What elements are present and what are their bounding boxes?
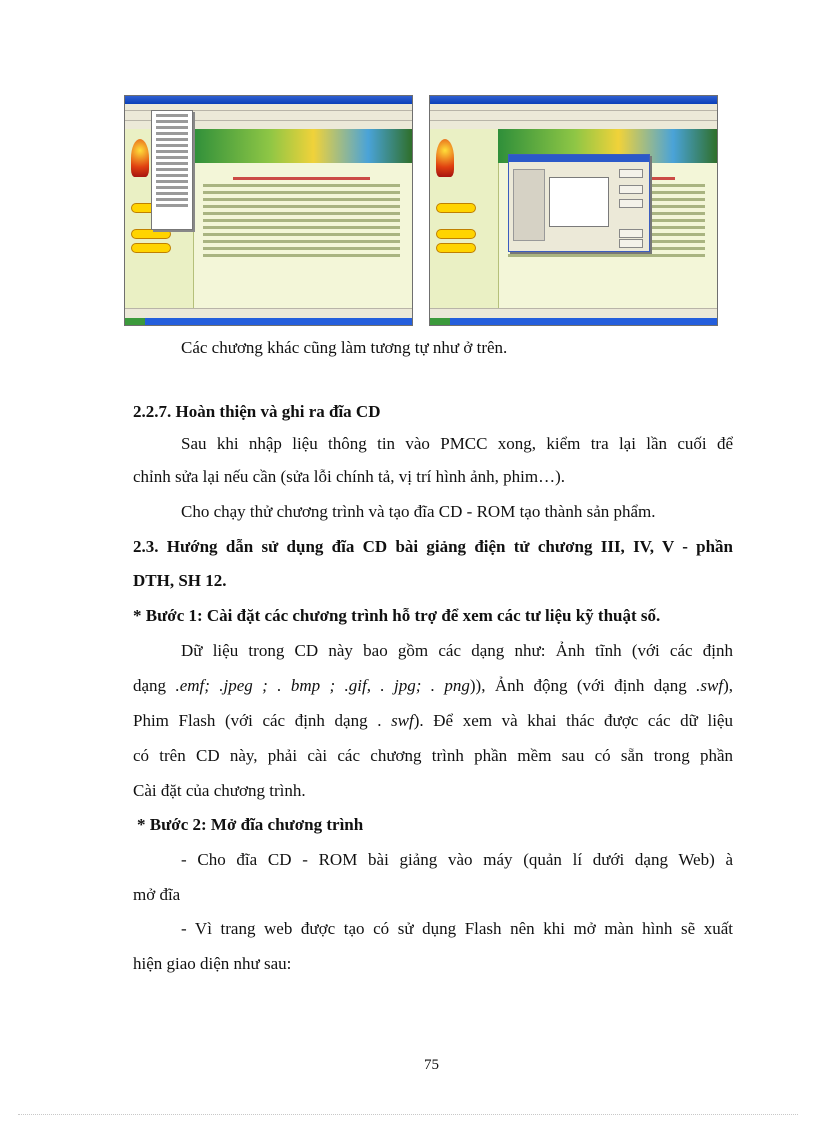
paragraph-insert-cd-line2: mở đĩa xyxy=(133,885,181,904)
paragraph-data-line4: có trên CD này, phải cài các chương trình phần mềm sau có sẵn trong phần xyxy=(133,746,733,765)
nav-button xyxy=(436,229,476,239)
paragraph-data-line5: Cài đặt của chương trình. xyxy=(133,781,306,800)
start-button-icon xyxy=(125,318,145,325)
heading-2-2-7: 2.2.7. Hoàn thiện và ghi ra đĩa CD xyxy=(133,402,381,421)
dialog-button xyxy=(619,169,643,178)
nav-button xyxy=(131,243,171,253)
taskbar xyxy=(125,318,412,325)
paragraph-data-line3: Phim Flash (với các định dạng . swf). Để xem và khai thác được các dữ liệu xyxy=(133,711,733,730)
status-bar xyxy=(430,308,717,318)
nav-button xyxy=(131,229,171,239)
torch-logo-icon xyxy=(436,139,454,177)
paragraph-test-run: Cho chạy thử chương trình và tạo đĩa CD - ROM tạo thành sản phẩm. xyxy=(181,502,656,521)
dialog-titlebar xyxy=(509,155,649,162)
screenshot-word-menu xyxy=(124,95,413,326)
screenshot-hyperlink-dialog xyxy=(429,95,718,326)
paragraph-other-chapters: Các chương khác cũng làm tương tự như ở trên. xyxy=(181,338,508,357)
heading-2-3-line2: DTH, SH 12. xyxy=(133,571,227,590)
dialog-button xyxy=(619,199,643,208)
paragraph-flash-line2: hiện giao diện như sau: xyxy=(133,954,292,973)
paragraph-data-line1: Dữ liệu trong CD này bao gồm các dạng như: Ảnh tĩnh (với các định xyxy=(181,641,733,660)
paragraph-insert-cd-line1: - Cho đĩa CD - ROM bài giảng vào máy (quản lí dưới dạng Web) à xyxy=(181,850,733,869)
window-titlebar xyxy=(430,96,717,104)
page-body xyxy=(203,173,400,261)
paragraph-finalize-line2: chỉnh sửa lại nếu cần (sửa lỗi chính tả, vị trí hình ảnh, phim…). xyxy=(133,467,565,486)
step-2-heading: * Bước 2: Mở đĩa chương trình xyxy=(137,815,364,834)
heading-2-3-line1: 2.3. Hướng dẫn sử dụng đĩa CD bài giảng điện tử chương III, IV, V - phần xyxy=(133,537,733,556)
paragraph-data-line2: dạng .emf; .jpeg ; . bmp ; .gif, . jpg; . png)), Ảnh động (với định dạng .swf), xyxy=(133,676,734,695)
page-number: 75 xyxy=(424,1057,439,1073)
page-divider xyxy=(18,1114,798,1115)
page-banner xyxy=(193,129,412,163)
window-titlebar xyxy=(125,96,412,104)
toolbar xyxy=(430,111,717,121)
start-button-icon xyxy=(430,318,450,325)
paragraph-finalize-line1: Sau khi nhập liệu thông tin vào PMCC xong, kiểm tra lại lần cuối để xyxy=(181,434,733,453)
menu-bar xyxy=(430,104,717,111)
taskbar xyxy=(430,318,717,325)
left-nav-panel xyxy=(430,129,499,309)
step-1-heading: * Bước 1: Cài đặt các chương trình hỗ trợ để xem các tư liệu kỹ thuật số. xyxy=(133,606,661,625)
paragraph-flash-line1: - Vì trang web được tạo có sử dụng Flash nên khi mở màn hình sẽ xuất xyxy=(181,919,733,938)
insert-hyperlink-dialog xyxy=(508,154,650,252)
dialog-link-to-panel xyxy=(513,169,545,241)
nav-button xyxy=(436,203,476,213)
nav-button xyxy=(436,243,476,253)
dialog-file-list xyxy=(549,177,609,227)
dialog-button xyxy=(619,229,643,238)
dropdown-menu xyxy=(151,110,193,230)
dialog-button xyxy=(619,239,643,248)
dialog-button xyxy=(619,185,643,194)
status-bar xyxy=(125,308,412,318)
torch-logo-icon xyxy=(131,139,149,177)
